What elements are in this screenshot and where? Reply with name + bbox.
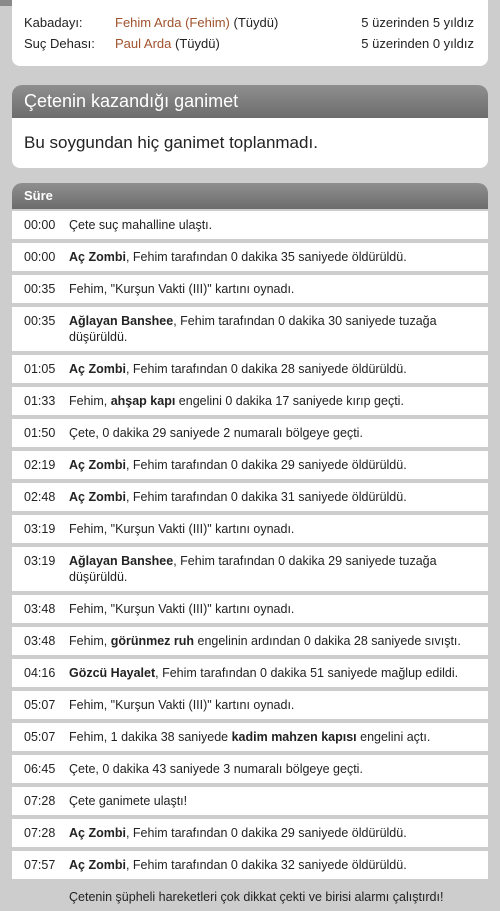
event-text: Çetenin şüpheli hareketleri çok dikkat çekti ve birisi alarmı çalıştırdı! [69, 890, 444, 904]
event-text-prefix: Fehim, [69, 634, 111, 648]
event-time: 00:00 [24, 218, 56, 232]
crew-status: (Tüydü) [171, 36, 220, 51]
event-subject: Aç Zombi [69, 490, 126, 504]
crew-member [115, 12, 278, 33]
event-text: Çete suç mahalline ulaştı. [69, 218, 213, 232]
event-text: , Fehim tarafından 0 dakika 28 saniyede öldürüldü. [125, 362, 407, 376]
event-text: , Fehim tarafından 0 dakika 32 saniyede öldürüldü. [125, 858, 407, 872]
timeline-event [12, 659, 488, 687]
event-time: 07:57 [24, 858, 56, 872]
event-subject: Ağlayan Banshee [69, 314, 174, 328]
event-subject: Aç Zombi [69, 858, 126, 872]
event-time: 04:16 [24, 666, 56, 680]
event-time: 01:50 [24, 426, 56, 440]
timeline-log [12, 211, 488, 911]
event-subject: kadim mahzen kapısı [231, 730, 357, 744]
timeline-event [12, 547, 488, 591]
event-text: , Fehim tarafından 0 dakika 35 saniyede öldürüldü. [125, 250, 407, 264]
event-subject: Aç Zombi [69, 250, 126, 264]
crew-member-link[interactable]: Fehim Arda (Fehim) [115, 15, 230, 30]
crew-role: Suç Dehası: [24, 36, 95, 51]
event-text: Fehim, "Kurşun Vakti (III)" kartını oynadı. [69, 522, 295, 536]
event-subject: ahşap kapı [110, 394, 176, 408]
event-time: 03:48 [24, 602, 56, 616]
crew-rating: 5 üzerinden 0 yıldız [361, 36, 474, 51]
event-text: engelinin ardından 0 dakika 28 saniyede sıvıştı. [194, 634, 461, 648]
loot-section-title: Çetenin kazandığı ganimet [12, 85, 488, 118]
timeline-event [12, 691, 488, 719]
crew-member [115, 33, 220, 54]
crew-member-link[interactable]: Paul Arda [115, 36, 172, 51]
event-text: Fehim, "Kurşun Vakti (III)" kartını oynadı. [69, 698, 295, 712]
event-text: , Fehim tarafından 0 dakika 31 saniyede öldürüldü. [125, 490, 407, 504]
event-text: Çete, 0 dakika 29 saniyede 2 numaralı bölgeye geçti. [69, 426, 363, 440]
timeline-event [12, 819, 488, 847]
event-time: 07:28 [24, 826, 56, 840]
timeline-header: Süre [12, 183, 488, 209]
timeline-event [12, 355, 488, 383]
event-text: Fehim, "Kurşun Vakti (III)" kartını oynadı. [69, 282, 295, 296]
crew-card [12, 0, 488, 66]
timeline-event [12, 275, 488, 303]
timeline-event [12, 483, 488, 511]
event-subject: Gözcü Hayalet [69, 666, 156, 680]
event-time: 00:35 [24, 282, 56, 296]
event-text: , Fehim tarafından 0 dakika 30 saniyede tuzağa düşürüldü. [69, 314, 437, 344]
timeline-event [12, 307, 488, 351]
event-text-prefix: Fehim, 1 dakika 38 saniyede [69, 730, 232, 744]
crew-role: Kabadayı: [24, 15, 83, 30]
crew-status: (Tüydü) [229, 15, 279, 30]
timeline-event [12, 451, 488, 479]
crew-row [12, 12, 488, 33]
timeline-event [12, 595, 488, 623]
timeline-event [12, 387, 488, 415]
timeline-event [12, 851, 488, 879]
event-subject: Aç Zombi [69, 458, 126, 472]
timeline-event [12, 243, 488, 271]
event-time: 02:48 [24, 490, 56, 504]
timeline-event [12, 419, 488, 447]
timeline-event [12, 627, 488, 655]
timeline-event [12, 883, 488, 911]
event-subject: Aç Zombi [69, 362, 126, 376]
timeline-event [12, 515, 488, 543]
event-time: 02:19 [24, 458, 56, 472]
event-subject: görünmez ruh [110, 634, 195, 648]
event-text: engelini 0 dakika 17 saniyede kırıp geçti. [175, 394, 404, 408]
event-text: , Fehim tarafından 0 dakika 29 saniyede öldürüldü. [125, 458, 407, 472]
event-time: 07:28 [24, 794, 56, 808]
event-subject: Ağlayan Banshee [69, 554, 174, 568]
timeline-event [12, 787, 488, 815]
event-text: Çete ganimete ulaştı! [69, 794, 188, 808]
event-time: 03:19 [24, 554, 56, 568]
timeline-event [12, 211, 488, 239]
event-time: 03:19 [24, 522, 56, 536]
event-time: 01:05 [24, 362, 56, 376]
crew-row [12, 33, 488, 54]
event-subject: Aç Zombi [69, 826, 126, 840]
timeline-event [12, 755, 488, 783]
event-text: , Fehim tarafından 0 dakika 29 saniyede tuzağa düşürüldü. [69, 554, 437, 584]
event-time: 03:48 [24, 634, 56, 648]
event-text: Çete, 0 dakika 43 saniyede 3 numaralı bölgeye geçti. [69, 762, 363, 776]
event-time: 01:33 [24, 394, 56, 408]
event-text: engelini açtı. [356, 730, 431, 744]
crew-rating: 5 üzerinden 5 yıldız [361, 15, 474, 30]
event-text: Fehim, "Kurşun Vakti (III)" kartını oynadı. [69, 602, 295, 616]
event-time: 00:35 [24, 314, 56, 328]
event-text-prefix: Fehim, [69, 394, 111, 408]
event-text: , Fehim tarafından 0 dakika 51 saniyede mağlup edildi. [155, 666, 459, 680]
event-time: 05:07 [24, 730, 56, 744]
timeline-event [12, 723, 488, 751]
event-time: 00:00 [24, 250, 56, 264]
event-time: 06:45 [24, 762, 56, 776]
loot-message: Bu soygundan hiç ganimet toplanmadı. [12, 118, 488, 168]
event-text: , Fehim tarafından 0 dakika 29 saniyede öldürüldü. [125, 826, 407, 840]
event-time: 05:07 [24, 698, 56, 712]
